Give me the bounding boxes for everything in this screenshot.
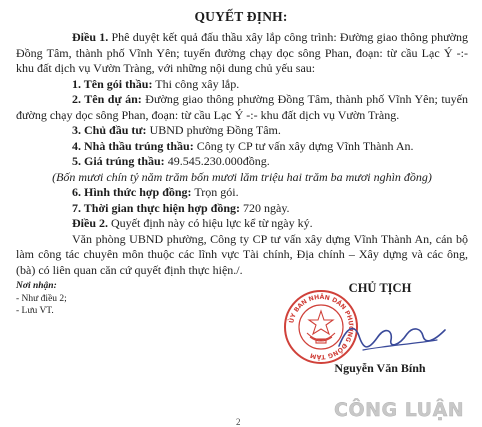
page-number: 2 — [236, 417, 241, 427]
item-value: Công ty CP tư vấn xây dựng Vĩnh Thành An. — [193, 138, 414, 153]
item-value: Thi công xây lắp. — [152, 76, 240, 91]
recipients-block — [16, 280, 67, 318]
signer-name: Nguyễn Văn Bính — [334, 361, 426, 375]
item-label: 4. Nhà thầu trúng thầu: — [72, 138, 194, 153]
closing-paragraph: Văn phòng UBND phường, Công ty CP tư vấn xây dựng Vĩnh Thành An, cán bộ làm công tác chuyên môn thuộc các lĩnh vực Tài chính, Địa chính – Xây dựng và các ông, (bà) có liên quan căn cứ quyết định thực hiện./. — [16, 231, 468, 277]
item-label: 6. Hình thức hợp đồng: — [72, 185, 192, 199]
handwritten-signature — [333, 316, 453, 360]
item-value: UBND phường Đồng Tâm. — [146, 123, 281, 137]
article-2-label: Điều 2. — [72, 216, 108, 230]
item-gia-trung-thau — [16, 154, 468, 170]
article-1-text: Phê duyệt kết quả đấu thầu xây lắp công trình: Đường giao thông phường Đồng Tâm, thành phố Vĩnh Yên; tuyến đường chạy dọc sông Phan, đoạn: từ cầu Lạc Ý -:- khu đất dịch vụ Vườn Tràng, với những nội dung chủ yếu sau: — [16, 30, 468, 75]
article-1 — [16, 30, 468, 77]
article-1-label: Điều 1. — [72, 30, 109, 44]
item-value: Trọn gói. — [191, 185, 239, 199]
item-value: 720 ngày. — [240, 200, 290, 215]
item-label: 7. Thời gian thực hiện hợp đồng: — [72, 200, 240, 215]
item-value: 49.545.230.000đồng. — [164, 154, 270, 168]
item-ten-goi-thau — [16, 77, 468, 93]
article-2-text: Quyết định này có hiệu lực kể từ ngày ký. — [108, 216, 313, 230]
item-label: 3. Chủ đầu tư: — [72, 123, 147, 137]
svg-text:ỦY BAN NHÂN DÂN PHƯỜNG ĐỒNG TÂ: ỦY BAN NHÂN DÂN PHƯỜNG ĐỒNG TÂM — [288, 293, 355, 361]
item-label: 2. Tên dự án: — [72, 92, 142, 106]
recipients-heading: Nơi nhận: — [16, 281, 57, 291]
document-body — [16, 30, 468, 278]
document-title: QUYẾT ĐỊNH: — [194, 9, 288, 24]
item-label: 5. Giá trúng thầu: — [72, 154, 165, 168]
item-label: 1. Tên gói thầu: — [72, 76, 153, 91]
item-chu-dau-tu — [16, 123, 468, 139]
recipient-line: - Lưu VT. — [16, 306, 54, 316]
watermark-logo — [334, 395, 474, 423]
price-in-words: (Bốn mươi chín tỷ năm trăm bốn mươi lăm triệu hai trăm ba mươi nghìn đồng) — [52, 169, 432, 184]
recipient-line: - Như điều 2; — [16, 293, 67, 304]
item-thoi-gian — [16, 201, 468, 217]
item-nha-thau — [16, 139, 468, 155]
item-hinh-thuc-hop-dong — [16, 185, 468, 201]
article-2 — [16, 216, 468, 232]
item-ten-du-an — [16, 92, 468, 123]
svg-text:CÔNG LUẬN: CÔNG LUẬN — [334, 399, 465, 421]
item-value: Đường giao thông phường Đồng Tâm, thành phố Vĩnh Yên; tuyến đường chạy dọc sông Phan, đoạn: từ cầu Lạc Ý -:- khu đất dịch vụ Vườn Tràng. — [16, 92, 468, 122]
signature-title: CHỦ TỊCH — [348, 281, 412, 295]
